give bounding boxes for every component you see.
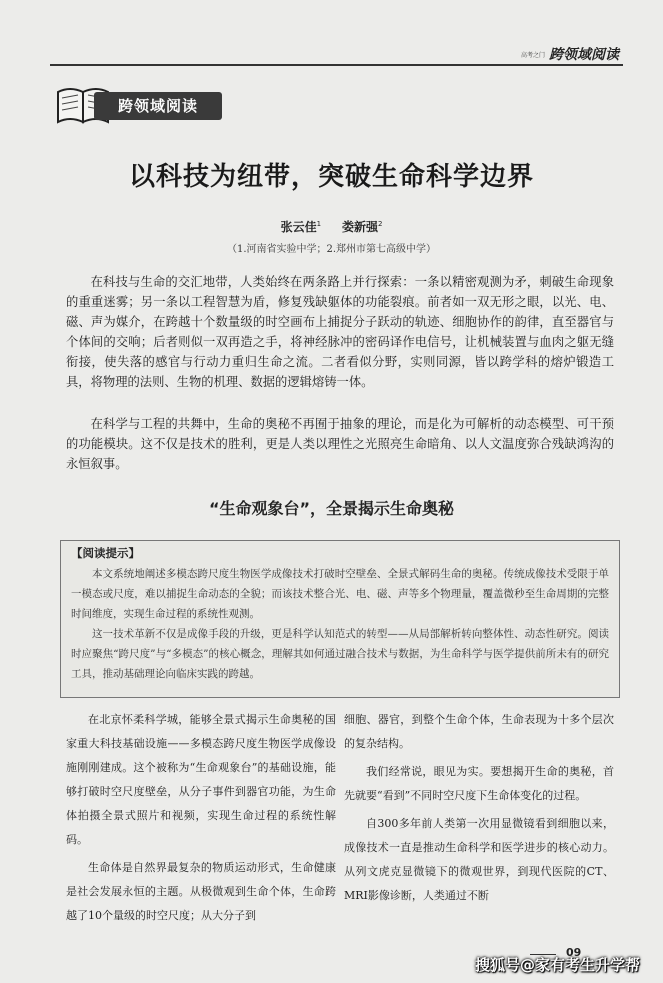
intro-paragraph-1: 在科技与生命的交汇地带，人类始终在两条路上并行探索：一条以精密观测为矛，刺破生命现象的重重迷雾；另一条以工程智慧为盾，修复残缺躯体的功能裂痕。前者如一双无形之眼，以光、电、磁、声为媒介，在跨越十个数量级的时空画布上捕捉分子跃动的轨迹、细胞协作的韵律，直至器官与个体间的交响；后者则似一双再造之手，将神经脉冲的密码译作电信号，让机械装置与血肉之躯无缝衔接，使失落的感官与行动力重归生命之流。二者看似分野，实则同源，皆以跨学科的熔炉锻造工具，将物理的法则、生物的机理、数据的逻辑熔铸一体。 xyxy=(66,275,614,389)
running-header xyxy=(521,44,619,64)
page-number: 09 xyxy=(566,946,582,959)
section-badge xyxy=(54,82,222,128)
body-paragraph: 自300多年前人类第一次用显微镜看到细胞以来，成像技术一直是推动生命科学和医学进步的核心动力。从列文虎克显微镜下的微观世界，到现代医院的CT、MRI影像诊断，人类通过不断 xyxy=(344,817,614,902)
affiliation: （1.河南省实验中学；2.郑州市第七高级中学） xyxy=(226,244,437,255)
author-2-sup: 2 xyxy=(377,220,383,228)
author-1: 张云佳 xyxy=(280,220,317,234)
badge-label: 跨领域阅读 xyxy=(94,92,222,120)
header-small-text: 高考之门 xyxy=(520,51,545,59)
author-2: 娄新强 xyxy=(341,220,378,234)
reading-tip-paragraph-1: 本文系统地阐述多模态跨尺度生物医学成像技术打破时空壁垒、全景式解码生命的奥秘。传统成像技术受限于单一模态或尺度，难以捕捉生命动态的全貌；而该技术整合光、电、磁、声等多个物理量，覆盖微秒至生命周期的完整时间维度，实现生命过程的系统性观测。 xyxy=(71,568,609,620)
author-1-sup: 1 xyxy=(316,220,322,228)
author-line xyxy=(0,218,663,235)
body-column-left xyxy=(66,708,336,932)
body-paragraph: 我们经常说，眼见为实。要想揭开生命的奥秘，首先就要“看到”不同时空尺度下生命体变化的过程。 xyxy=(344,765,614,802)
watermark: 搜狐号@家有考生升学帮 xyxy=(475,956,641,974)
header-divider xyxy=(50,64,623,66)
section-heading: “生命观象台”，全景揭示生命奥秘 xyxy=(208,499,455,518)
body-paragraph: 生命体是自然界最复杂的物质运动形式，生命健康是社会发展永恒的主题。从极微观到生命个体，生命跨越了10个量级的时空尺度；从大分子到 xyxy=(66,861,336,922)
intro-paragraph-2: 在科学与工程的共舞中，生命的奥秘不再囿于抽象的理论，而是化为可解析的动态模型、可干预的功能模块。这不仅是技术的胜利，更是人类以理性之光照亮生命暗角、以人文温度弥合残缺鸿沟的永恒叙事。 xyxy=(66,417,614,471)
article-title: 以科技为纽带，突破生命科学边界 xyxy=(128,162,534,192)
body-paragraph: 在北京怀柔科学城，能够全景式揭示生命奥秘的国家重大科技基础设施——多模态跨尺度生物医学成像设施刚刚建成。这个被称为“生命观象台”的基础设施，能够打破时空尺度壁垒，从分子事件到器官功能，为生命体拍摄全景式照片和视频，实现生命过程的系统性解码。 xyxy=(66,713,336,846)
body-column-right xyxy=(344,708,614,912)
header-section-title: 跨领域阅读 xyxy=(549,47,619,63)
body-paragraph: 细胞、器官，到整个生命个体，生命表现为十多个层次的复杂结构。 xyxy=(344,713,614,750)
reading-tip-title: 【阅读提示】 xyxy=(71,546,140,560)
reading-tip-box xyxy=(60,540,620,698)
reading-tip-paragraph-2: 这一技术革新不仅是成像手段的升级，更是科学认知范式的转型——从局部解析转向整体性、动态性研究。阅读时应聚焦“跨尺度”与“多模态”的核心概念，理解其如何通过融合技术与数据，为生命科学与医学提供前所未有的研究工具，推动基础理论向临床实践的跨越。 xyxy=(71,628,609,680)
